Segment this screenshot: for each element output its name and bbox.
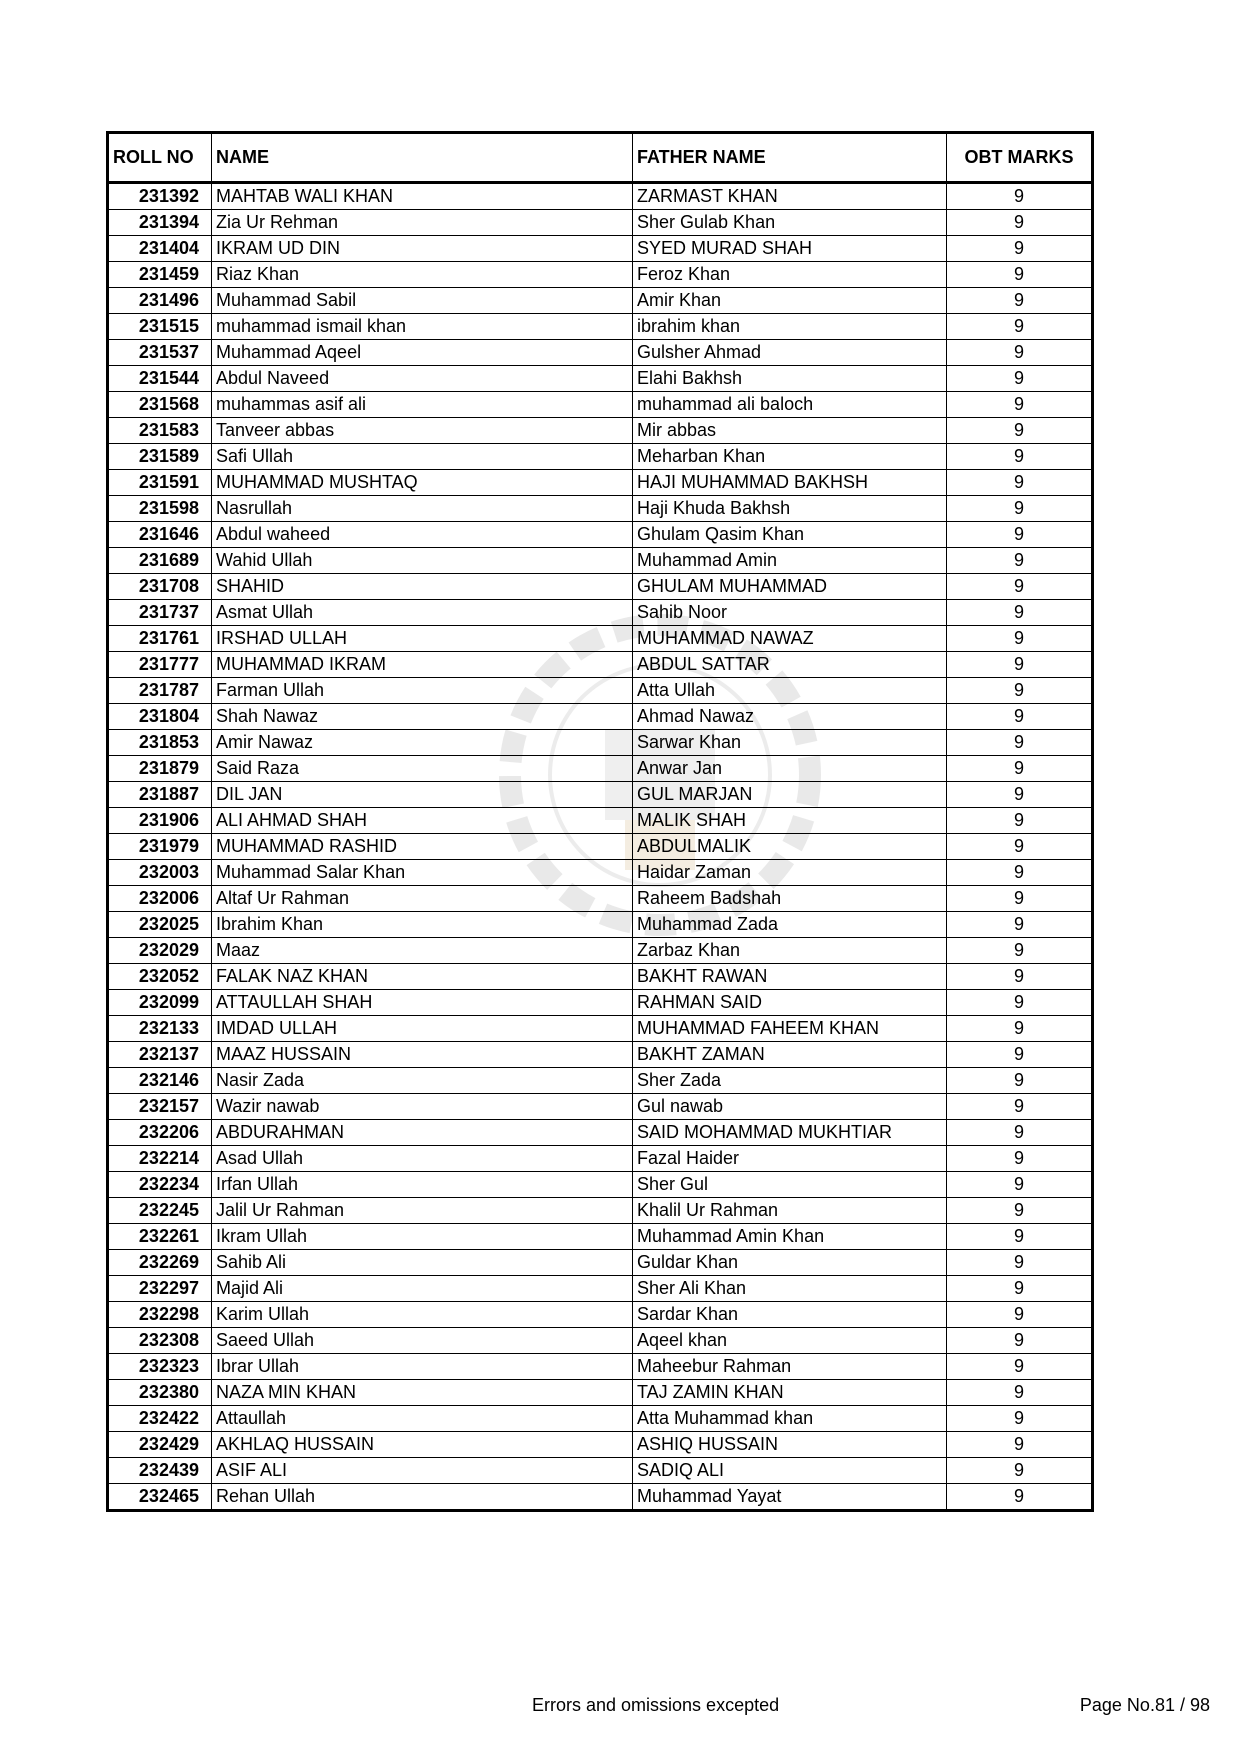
cell-name: Irfan Ullah [212, 1172, 633, 1198]
cell-obt-marks: 9 [947, 1250, 1093, 1276]
table-row [108, 1328, 1093, 1354]
table-row [108, 418, 1093, 444]
cell-name: IMDAD ULLAH [212, 1016, 633, 1042]
cell-roll-no: 231589 [108, 444, 212, 470]
cell-father-name: MALIK SHAH [633, 808, 947, 834]
cell-roll-no: 231392 [108, 183, 212, 210]
cell-name: Maaz [212, 938, 633, 964]
cell-father-name: Muhammad Amin [633, 548, 947, 574]
table-row [108, 210, 1093, 236]
cell-roll-no: 232206 [108, 1120, 212, 1146]
cell-name: NAZA MIN KHAN [212, 1380, 633, 1406]
cell-obt-marks: 9 [947, 1016, 1093, 1042]
cell-roll-no: 231777 [108, 652, 212, 678]
table-row [108, 1380, 1093, 1406]
cell-name: Ikram Ullah [212, 1224, 633, 1250]
cell-roll-no: 232297 [108, 1276, 212, 1302]
cell-father-name: Sahib Noor [633, 600, 947, 626]
cell-obt-marks: 9 [947, 418, 1093, 444]
cell-name: Asad Ullah [212, 1146, 633, 1172]
cell-father-name: Sher Gulab Khan [633, 210, 947, 236]
cell-father-name: Maheebur Rahman [633, 1354, 947, 1380]
cell-roll-no: 232422 [108, 1406, 212, 1432]
cell-obt-marks: 9 [947, 782, 1093, 808]
table-row [108, 262, 1093, 288]
cell-roll-no: 231404 [108, 236, 212, 262]
table-row [108, 860, 1093, 886]
cell-name: ALI AHMAD SHAH [212, 808, 633, 834]
cell-name: ABDURAHMAN [212, 1120, 633, 1146]
cell-roll-no: 231496 [108, 288, 212, 314]
cell-obt-marks: 9 [947, 808, 1093, 834]
cell-roll-no: 232052 [108, 964, 212, 990]
cell-name: Farman Ullah [212, 678, 633, 704]
cell-father-name: Haji Khuda Bakhsh [633, 496, 947, 522]
cell-father-name: Sher Gul [633, 1172, 947, 1198]
cell-name: Abdul Naveed [212, 366, 633, 392]
cell-name: Jalil Ur Rahman [212, 1198, 633, 1224]
cell-father-name: SADIQ ALI [633, 1458, 947, 1484]
cell-roll-no: 232298 [108, 1302, 212, 1328]
table-row [108, 626, 1093, 652]
cell-obt-marks: 9 [947, 600, 1093, 626]
cell-name: Nasir Zada [212, 1068, 633, 1094]
table-row [108, 574, 1093, 600]
cell-obt-marks: 9 [947, 1198, 1093, 1224]
cell-roll-no: 232133 [108, 1016, 212, 1042]
cell-name: Altaf Ur Rahman [212, 886, 633, 912]
table-row [108, 600, 1093, 626]
table-row [108, 1276, 1093, 1302]
table-row [108, 1432, 1093, 1458]
cell-father-name: Atta Ullah [633, 678, 947, 704]
cell-name: Abdul waheed [212, 522, 633, 548]
cell-name: Ibrar Ullah [212, 1354, 633, 1380]
table-row [108, 392, 1093, 418]
cell-roll-no: 231598 [108, 496, 212, 522]
table-row [108, 886, 1093, 912]
cell-father-name: ABDUL SATTAR [633, 652, 947, 678]
cell-father-name: Muhammad Yayat [633, 1484, 947, 1511]
cell-name: FALAK NAZ KHAN [212, 964, 633, 990]
cell-name: Safi Ullah [212, 444, 633, 470]
cell-roll-no: 232269 [108, 1250, 212, 1276]
cell-father-name: HAJI MUHAMMAD BAKHSH [633, 470, 947, 496]
table-row [108, 470, 1093, 496]
table-header-row [108, 133, 1093, 183]
cell-name: Majid Ali [212, 1276, 633, 1302]
cell-name: Asmat Ullah [212, 600, 633, 626]
table-row [108, 1120, 1093, 1146]
cell-roll-no: 232323 [108, 1354, 212, 1380]
col-header-obt-marks: OBT MARKS [947, 133, 1093, 183]
cell-obt-marks: 9 [947, 1484, 1093, 1511]
cell-roll-no: 231787 [108, 678, 212, 704]
cell-obt-marks: 9 [947, 183, 1093, 210]
cell-father-name: Gulsher Ahmad [633, 340, 947, 366]
cell-obt-marks: 9 [947, 1458, 1093, 1484]
cell-father-name: BAKHT ZAMAN [633, 1042, 947, 1068]
cell-obt-marks: 9 [947, 756, 1093, 782]
table-row [108, 366, 1093, 392]
cell-roll-no: 231568 [108, 392, 212, 418]
cell-obt-marks: 9 [947, 548, 1093, 574]
cell-name: MUHAMMAD MUSHTAQ [212, 470, 633, 496]
cell-obt-marks: 9 [947, 1042, 1093, 1068]
cell-roll-no: 231537 [108, 340, 212, 366]
table-row [108, 1094, 1093, 1120]
cell-roll-no: 231459 [108, 262, 212, 288]
cell-obt-marks: 9 [947, 574, 1093, 600]
cell-father-name: GHULAM MUHAMMAD [633, 574, 947, 600]
cell-father-name: Feroz Khan [633, 262, 947, 288]
cell-roll-no: 232006 [108, 886, 212, 912]
cell-father-name: Meharban Khan [633, 444, 947, 470]
table-row [108, 1198, 1093, 1224]
cell-name: MUHAMMAD RASHID [212, 834, 633, 860]
table-row [108, 1458, 1093, 1484]
cell-obt-marks: 9 [947, 470, 1093, 496]
cell-father-name: Sher Zada [633, 1068, 947, 1094]
cell-obt-marks: 9 [947, 496, 1093, 522]
cell-roll-no: 232429 [108, 1432, 212, 1458]
cell-father-name: Mir abbas [633, 418, 947, 444]
cell-roll-no: 232261 [108, 1224, 212, 1250]
cell-name: Nasrullah [212, 496, 633, 522]
table-row [108, 288, 1093, 314]
cell-father-name: Anwar Jan [633, 756, 947, 782]
table-row [108, 652, 1093, 678]
cell-obt-marks: 9 [947, 288, 1093, 314]
cell-name: AKHLAQ HUSSAIN [212, 1432, 633, 1458]
cell-father-name: Haidar Zaman [633, 860, 947, 886]
cell-obt-marks: 9 [947, 1120, 1093, 1146]
cell-name: IRSHAD ULLAH [212, 626, 633, 652]
cell-roll-no: 231979 [108, 834, 212, 860]
cell-name: Wahid Ullah [212, 548, 633, 574]
cell-name: Shah Nawaz [212, 704, 633, 730]
table-row [108, 1172, 1093, 1198]
cell-roll-no: 232029 [108, 938, 212, 964]
cell-roll-no: 231544 [108, 366, 212, 392]
cell-father-name: MUHAMMAD FAHEEM KHAN [633, 1016, 947, 1042]
page-number: Page No.81 / 98 [1079, 1695, 1210, 1715]
table-row [108, 990, 1093, 1016]
cell-name: muhammad ismail khan [212, 314, 633, 340]
cell-name: SHAHID [212, 574, 633, 600]
cell-name: Muhammad Sabil [212, 288, 633, 314]
footer-note: Errors and omissions excepted [532, 1695, 780, 1715]
table-row [108, 756, 1093, 782]
cell-father-name: SAID MOHAMMAD MUKHTIAR [633, 1120, 947, 1146]
cell-father-name: Ghulam Qasim Khan [633, 522, 947, 548]
cell-name: Amir Nawaz [212, 730, 633, 756]
table-row [108, 730, 1093, 756]
cell-roll-no: 232099 [108, 990, 212, 1016]
cell-father-name: MUHAMMAD NAWAZ [633, 626, 947, 652]
col-header-name: NAME [212, 133, 633, 183]
cell-father-name: ABDULMALIK [633, 834, 947, 860]
cell-name: Wazir nawab [212, 1094, 633, 1120]
cell-obt-marks: 9 [947, 912, 1093, 938]
cell-obt-marks: 9 [947, 1380, 1093, 1406]
cell-obt-marks: 9 [947, 1302, 1093, 1328]
cell-obt-marks: 9 [947, 366, 1093, 392]
cell-name: Saeed Ullah [212, 1328, 633, 1354]
cell-father-name: Khalil Ur Rahman [633, 1198, 947, 1224]
cell-roll-no: 232245 [108, 1198, 212, 1224]
cell-father-name: Atta Muhammad khan [633, 1406, 947, 1432]
cell-obt-marks: 9 [947, 964, 1093, 990]
cell-father-name: GUL MARJAN [633, 782, 947, 808]
cell-name: IKRAM UD DIN [212, 236, 633, 262]
cell-obt-marks: 9 [947, 1354, 1093, 1380]
cell-father-name: muhammad ali baloch [633, 392, 947, 418]
cell-obt-marks: 9 [947, 1146, 1093, 1172]
cell-father-name: Muhammad Zada [633, 912, 947, 938]
cell-obt-marks: 9 [947, 262, 1093, 288]
table-row [108, 1302, 1093, 1328]
cell-roll-no: 232003 [108, 860, 212, 886]
cell-name: MAAZ HUSSAIN [212, 1042, 633, 1068]
table-row [108, 444, 1093, 470]
cell-roll-no: 231515 [108, 314, 212, 340]
table-row [108, 1224, 1093, 1250]
cell-roll-no: 232146 [108, 1068, 212, 1094]
cell-name: Tanveer abbas [212, 418, 633, 444]
cell-roll-no: 231646 [108, 522, 212, 548]
cell-roll-no: 231879 [108, 756, 212, 782]
cell-name: Said Raza [212, 756, 633, 782]
table-row [108, 522, 1093, 548]
table-row [108, 912, 1093, 938]
cell-roll-no: 232157 [108, 1094, 212, 1120]
cell-obt-marks: 9 [947, 652, 1093, 678]
table-row [108, 834, 1093, 860]
cell-obt-marks: 9 [947, 1276, 1093, 1302]
cell-obt-marks: 9 [947, 730, 1093, 756]
cell-father-name: Sardar Khan [633, 1302, 947, 1328]
cell-father-name: BAKHT RAWAN [633, 964, 947, 990]
cell-roll-no: 232380 [108, 1380, 212, 1406]
cell-father-name: Aqeel khan [633, 1328, 947, 1354]
cell-obt-marks: 9 [947, 236, 1093, 262]
cell-roll-no: 231906 [108, 808, 212, 834]
table-row [108, 1146, 1093, 1172]
table-row [108, 340, 1093, 366]
cell-name: Karim Ullah [212, 1302, 633, 1328]
cell-name: Riaz Khan [212, 262, 633, 288]
cell-father-name: Sher Ali Khan [633, 1276, 947, 1302]
cell-father-name: SYED MURAD SHAH [633, 236, 947, 262]
cell-father-name: Amir Khan [633, 288, 947, 314]
cell-father-name: ibrahim khan [633, 314, 947, 340]
table-row [108, 1042, 1093, 1068]
cell-name: Ibrahim Khan [212, 912, 633, 938]
cell-name: Rehan Ullah [212, 1484, 633, 1511]
cell-obt-marks: 9 [947, 678, 1093, 704]
table-row [108, 314, 1093, 340]
cell-roll-no: 232439 [108, 1458, 212, 1484]
cell-obt-marks: 9 [947, 704, 1093, 730]
cell-obt-marks: 9 [947, 210, 1093, 236]
cell-father-name: Zarbaz Khan [633, 938, 947, 964]
cell-roll-no: 232025 [108, 912, 212, 938]
cell-roll-no: 232465 [108, 1484, 212, 1511]
cell-father-name: Elahi Bakhsh [633, 366, 947, 392]
table-row [108, 938, 1093, 964]
cell-roll-no: 232137 [108, 1042, 212, 1068]
cell-father-name: Raheem Badshah [633, 886, 947, 912]
table-body [108, 183, 1093, 1511]
table-row [108, 496, 1093, 522]
cell-name: MAHTAB WALI KHAN [212, 183, 633, 210]
cell-father-name: Gul nawab [633, 1094, 947, 1120]
cell-father-name: Muhammad Amin Khan [633, 1224, 947, 1250]
cell-roll-no: 231887 [108, 782, 212, 808]
cell-obt-marks: 9 [947, 1094, 1093, 1120]
cell-roll-no: 231761 [108, 626, 212, 652]
cell-name: DIL JAN [212, 782, 633, 808]
cell-father-name: ASHIQ HUSSAIN [633, 1432, 947, 1458]
cell-name: Muhammad Aqeel [212, 340, 633, 366]
cell-obt-marks: 9 [947, 1432, 1093, 1458]
cell-roll-no: 232308 [108, 1328, 212, 1354]
cell-name: Attaullah [212, 1406, 633, 1432]
cell-father-name: Guldar Khan [633, 1250, 947, 1276]
table-row [108, 183, 1093, 210]
cell-obt-marks: 9 [947, 1406, 1093, 1432]
cell-name: ASIF ALI [212, 1458, 633, 1484]
cell-father-name: RAHMAN SAID [633, 990, 947, 1016]
cell-obt-marks: 9 [947, 834, 1093, 860]
cell-name: Muhammad Salar Khan [212, 860, 633, 886]
table-row [108, 964, 1093, 990]
cell-name: Sahib Ali [212, 1250, 633, 1276]
table-row [108, 808, 1093, 834]
cell-obt-marks: 9 [947, 444, 1093, 470]
cell-obt-marks: 9 [947, 938, 1093, 964]
table-row [108, 1016, 1093, 1042]
table-row [108, 1354, 1093, 1380]
cell-roll-no: 231689 [108, 548, 212, 574]
table-row [108, 678, 1093, 704]
cell-roll-no: 231394 [108, 210, 212, 236]
table-row [108, 1484, 1093, 1511]
cell-name: muhammas asif ali [212, 392, 633, 418]
table-row [108, 1406, 1093, 1432]
cell-roll-no: 231737 [108, 600, 212, 626]
cell-father-name: TAJ ZAMIN KHAN [633, 1380, 947, 1406]
cell-obt-marks: 9 [947, 392, 1093, 418]
cell-father-name: ZARMAST KHAN [633, 183, 947, 210]
cell-obt-marks: 9 [947, 1328, 1093, 1354]
cell-father-name: Fazal Haider [633, 1146, 947, 1172]
cell-name: Zia Ur Rehman [212, 210, 633, 236]
table-row [108, 704, 1093, 730]
cell-roll-no: 231583 [108, 418, 212, 444]
cell-name: ATTAULLAH SHAH [212, 990, 633, 1016]
cell-obt-marks: 9 [947, 1224, 1093, 1250]
cell-obt-marks: 9 [947, 626, 1093, 652]
cell-obt-marks: 9 [947, 340, 1093, 366]
table-row [108, 1068, 1093, 1094]
cell-obt-marks: 9 [947, 1172, 1093, 1198]
cell-obt-marks: 9 [947, 886, 1093, 912]
table-row [108, 1250, 1093, 1276]
cell-obt-marks: 9 [947, 522, 1093, 548]
table-row [108, 548, 1093, 574]
cell-obt-marks: 9 [947, 990, 1093, 1016]
cell-obt-marks: 9 [947, 1068, 1093, 1094]
table-row [108, 782, 1093, 808]
col-header-roll-no: ROLL NO [108, 133, 212, 183]
cell-obt-marks: 9 [947, 314, 1093, 340]
cell-roll-no: 231804 [108, 704, 212, 730]
cell-name: MUHAMMAD IKRAM [212, 652, 633, 678]
results-table [106, 131, 1094, 1512]
cell-roll-no: 231853 [108, 730, 212, 756]
table-row [108, 236, 1093, 262]
cell-roll-no: 232214 [108, 1146, 212, 1172]
cell-father-name: Sarwar Khan [633, 730, 947, 756]
cell-father-name: Ahmad Nawaz [633, 704, 947, 730]
col-header-father-name: FATHER NAME [633, 133, 947, 183]
cell-roll-no: 231591 [108, 470, 212, 496]
cell-obt-marks: 9 [947, 860, 1093, 886]
cell-roll-no: 231708 [108, 574, 212, 600]
cell-roll-no: 232234 [108, 1172, 212, 1198]
